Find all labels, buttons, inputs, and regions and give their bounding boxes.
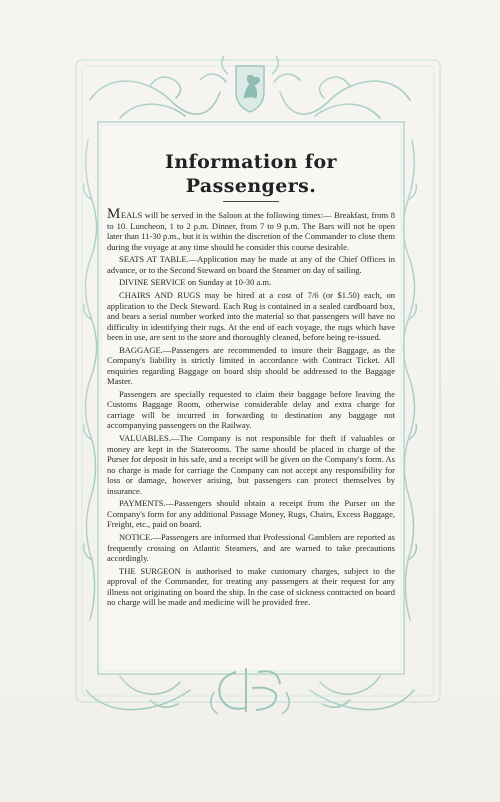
paragraph-customs-baggage: Passengers are specially requested to claim their baggage before leaving the Customs Baggage Room, otherwise considerable delay and extra charge for carriage will be incurred in forwarding to destination any baggage not accompanying passengers on the Railway.	[107, 388, 395, 431]
paragraph-seats-at-table: SEATS AT TABLE.—Application may be made at any of the Chief Offices in advance, or to the Second Steward on board the Steamer on day of sailing.	[107, 254, 395, 275]
paragraph-baggage: BAGGAGE.—Passengers are recommended to insure their Baggage, as the Company's liability is strictly limited in accordance with Contract Ticket. All enquiries regarding Baggage on board ship should be addressed to the Baggage Master.	[107, 344, 395, 387]
paragraph-meals-text: EALS will be served in the Saloon at the following times:— Breakfast, from 8 to 10. Luncheon, 1 to 2 p.m. Dinner, from 7 to 9 p.m. The Bars will not be open later than 11-30 p.m., but it is within the discretion of the Commander to close them during the voyage at any time should he consider this course desirable.	[107, 210, 395, 252]
title-underline	[223, 201, 279, 202]
paragraph-chairs-and-rugs: CHAIRS AND RUGS may be hired at a cost of 7/6 (or $1.50) each, on application to the Deck Steward. Each Rug is contained in a sealed cardboard box, and bears a serial number worked into the material so that passengers will have no difficulty in identifying their rugs. At the end of each voyage, the rugs which have been in use, are sent to the store and thoroughly cleaned, before being re-issued.	[107, 290, 395, 343]
page-title: Information for Passengers.	[165, 151, 337, 197]
drop-cap: M	[107, 206, 121, 222]
paragraph-payments: PAYMENTS.—Passengers should obtain a receipt from the Purser on the Company's form for any additional Passage Money, Rugs, Chairs, Excess Baggage, Freight, etc., paid on board.	[107, 498, 395, 530]
passenger-information-panel	[107, 150, 395, 660]
paragraph-surgeon: THE SURGEON is authorised to make customary charges, subject to the approval of the Commander, for treating any passengers at their request for any illness not originating on board the ship. In the case of sickness contracted on board no charge will be made and medicine will be provided free.	[107, 565, 395, 608]
paragraph-divine-service: DIVINE SERVICE on Sunday at 10-30 a.m.	[119, 277, 272, 288]
company-monogram-icon	[211, 668, 289, 714]
lion-rampant-shield-icon	[222, 56, 279, 112]
paragraph-notice: NOTICE.—Passengers are informed that Professional Gamblers are reported as frequently crossing on Atlantic Steamers, and are warned to take precautions accordingly.	[107, 532, 395, 563]
paragraph-valuables: VALUABLES.—The Company is not responsible for theft if valuables or money are kept in the Staterooms. The same should be placed in charge of the Purser for deposit in his safe, and a receipt will be given on the Company's form. As no charge is made for carriage the Company can not accept any responsibility for loss or damage, however arising, but passengers can protect themselves by insurance.	[107, 433, 395, 496]
paragraph-meals	[107, 206, 395, 252]
